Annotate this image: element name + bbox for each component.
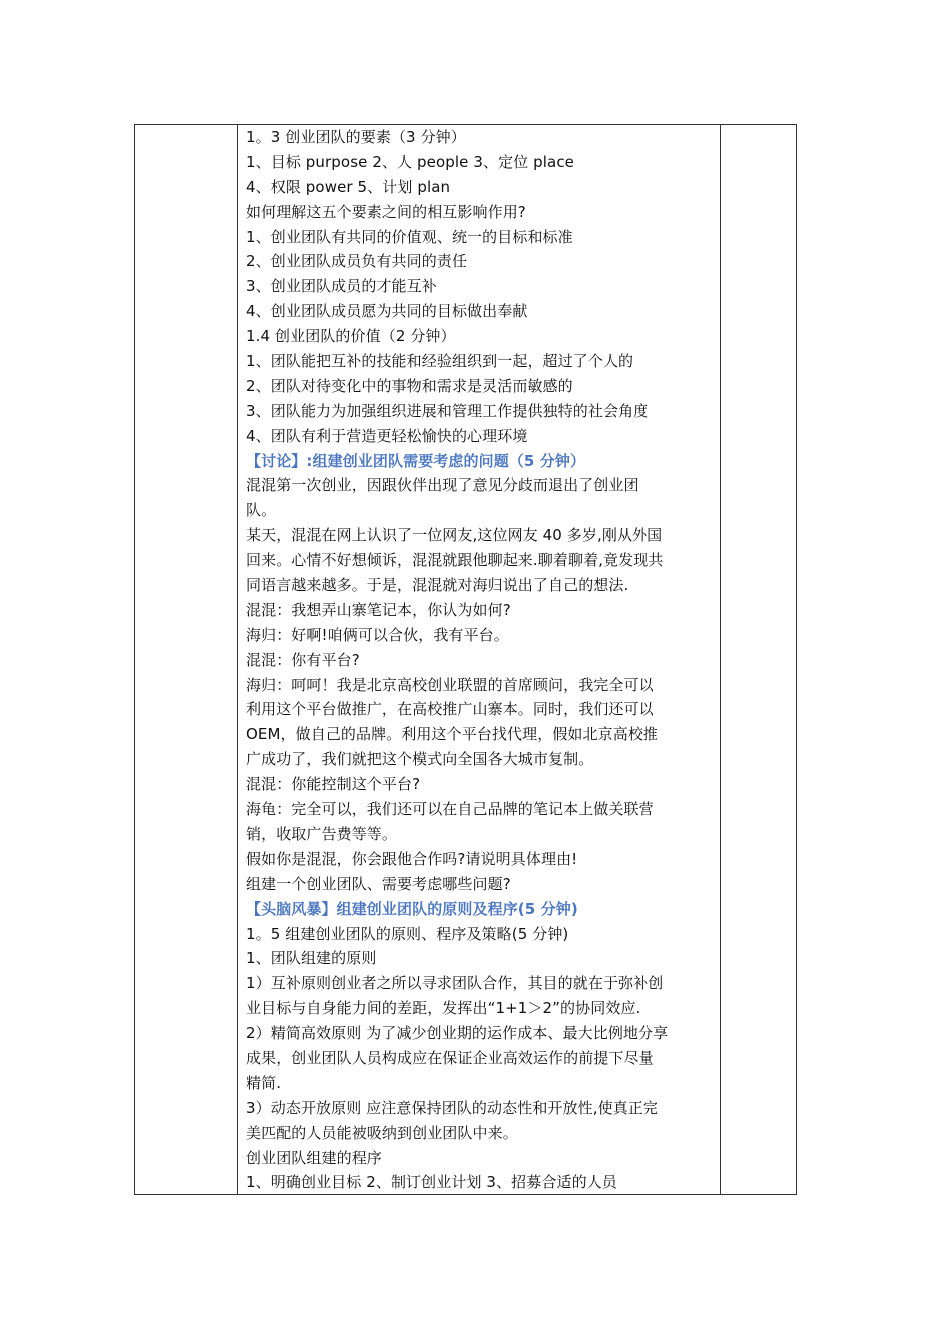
text-line: 同语言越来越多。于是，混混就对海归说出了自己的想法. (246, 576, 629, 595)
text-line: 混混第一次创业，因跟伙伴出现了意见分歧而退出了创业团 (246, 476, 639, 495)
text-line: 混混：你能控制这个平台? (246, 775, 421, 794)
text-line: 利用这个平台做推广，在高校推广山寨本。同时，我们还可以 (246, 700, 654, 719)
table-right-column (720, 125, 796, 1194)
text-line: 创业团队组建的程序 (246, 1148, 382, 1167)
text-line: 组建一个创业团队、需要考虑哪些问题? (246, 874, 511, 893)
text-line: 混混：你有平台? (246, 650, 360, 669)
text-line: 1、团队能把互补的技能和经验组织到一起，超过了个人的 (246, 352, 634, 371)
section-heading: 【讨论】:组建创业团队需要考虑的问题（5 分钟） (246, 451, 586, 470)
text-line: 海龟：完全可以，我们还可以在自己品牌的笔记本上做关联营 (246, 800, 654, 819)
text-line: 广成功了，我们就把这个模式向全国各大城市复制。 (246, 750, 594, 769)
text-line: 4、创业团队成员愿为共同的目标做出奉献 (246, 302, 528, 321)
text-line: 海归：好啊!咱俩可以合伙，我有平台。 (246, 625, 509, 644)
text-line: 海归：呵呵！我是北京高校创业联盟的首席顾问，我完全可以 (246, 675, 654, 694)
text-line: 1、明确创业目标 2、制订创业计划 3、招募合适的人员 (246, 1173, 617, 1192)
text-line: 2）精简高效原则 为了减少创业期的运作成本、最大比例地分享 (246, 1024, 669, 1043)
text-line: 2、团队对待变化中的事物和需求是灵活而敏感的 (246, 376, 573, 395)
text-line: 成果，创业团队人员构成应在保证企业高效运作的前提下尽量 (246, 1048, 654, 1067)
text-line: 4、团队有利于营造更轻松愉快的心理环境 (246, 426, 528, 445)
text-line: 1、目标 purpose 2、人 people 3、定位 place (246, 152, 575, 171)
text-line: 美匹配的人员能被吸纳到创业团队中来。 (246, 1123, 518, 1142)
text-line: OEM，做自己的品牌。利用这个平台找代理，假如北京高校推 (246, 725, 659, 744)
text-line: 1.4 创业团队的价值（2 分钟） (246, 327, 456, 346)
text-line: 如何理解这五个要素之间的相互影响作用? (246, 202, 526, 221)
text-line: 1。3 创业团队的要素（3 分钟） (246, 128, 466, 146)
table-content-cell (238, 125, 722, 1194)
text-line: 1）互补原则创业者之所以寻求团队合作，其目的就在于弥补创 (246, 974, 664, 993)
text-line: 某天，混混在网上认识了一位网友,这位网友 40 多岁,刚从外国 (246, 526, 663, 545)
table-left-column (135, 125, 238, 1194)
text-line: 3）动态开放原则 应注意保持团队的动态性和开放性,使真正完 (246, 1098, 658, 1117)
text-line: 2、创业团队成员负有共同的责任 (246, 252, 468, 271)
text-line: 队。 (246, 501, 277, 520)
text-line: 假如你是混混，你会跟他合作吗?请说明具体理由! (246, 849, 578, 868)
text-line: 回来。心情不好想倾诉，混混就跟他聊起来.聊着聊着,竟发现共 (246, 551, 664, 570)
section-heading: 【头脑风暴】组建创业团队的原则及程序(5 分钟) (246, 899, 578, 918)
document-table (134, 124, 797, 1195)
text-line: 1、团队组建的原则 (246, 949, 377, 968)
text-line: 3、创业团队成员的才能互补 (246, 277, 437, 296)
text-line: 3、团队能力为加强组织进展和管理工作提供独特的社会角度 (246, 401, 649, 420)
text-line: 1、创业团队有共同的价值观、统一的目标和标准 (246, 227, 573, 246)
text-line: 1。5 组建创业团队的原则、程序及策略(5 分钟) (246, 924, 569, 943)
text-line: 精简. (246, 1073, 282, 1092)
text-line: 业目标与自身能力间的差距，发挥出“1+1＞2”的协同效应. (246, 999, 641, 1018)
text-line: 4、权限 power 5、计划 plan (246, 177, 451, 196)
text-line: 销，收取广告费等等。 (246, 824, 398, 843)
text-line: 混混：我想弄山寨笔记本，你认为如何? (246, 600, 511, 619)
